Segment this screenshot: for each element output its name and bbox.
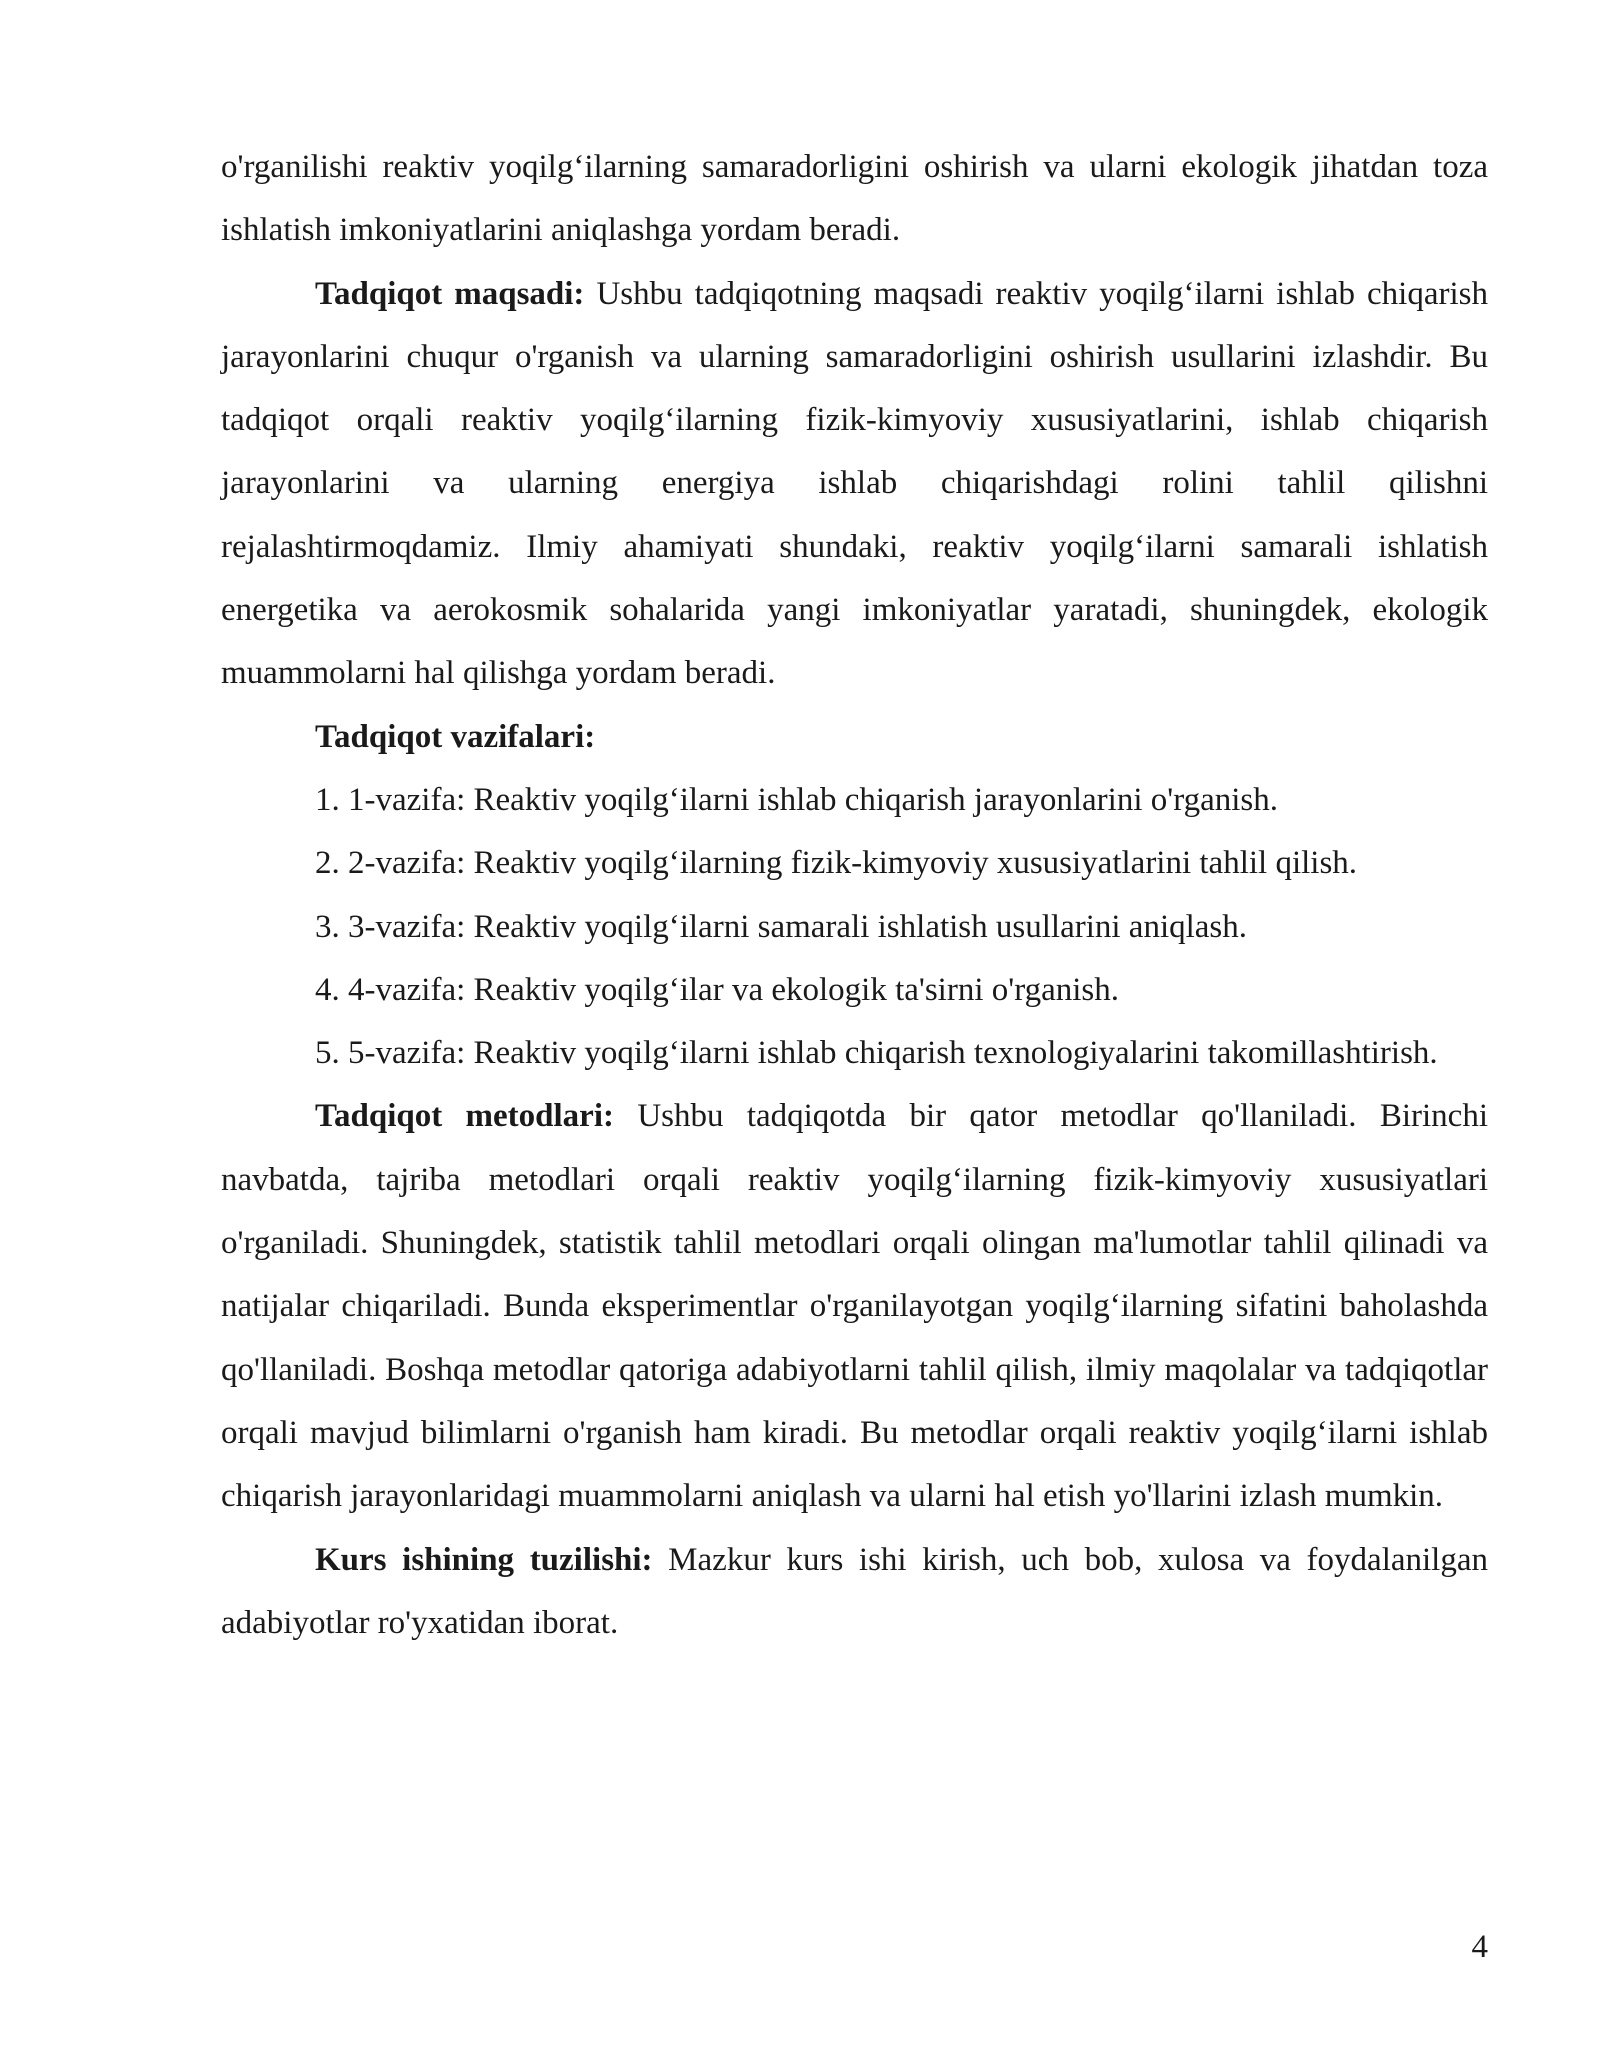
task-item-2: 2. 2-vazifa: Reaktiv yoqilg‘ilarning fizik-kimyoviy xususiyatlarini tahlil qilish. [315,845,1358,882]
purpose-text: Ushbu tadqiqotning maqsadi reaktiv yoqilg‘ilarni ishlab chiqarish jarayonlarini chuqur o'rganish va ularning samaradorligini oshirish usullarini izlashdir. Bu tadqiqot orqali reaktiv yoqilg‘ilarning fizik-kimyoviy xususiyatlarini, ishlab chiqarish jarayonlarini va ularning energiya ishlab chiqarishdagi rolini tahlil qilishni rejalashtirmoqdamiz. Ilmiy ahamiyati shundaki, reaktiv yoqilg‘ilarni samarali ishlatish energetika va aerokosmik sohalarida yangi imkoniyatlar yaratadi, shuningdek, ekologik muammolarni hal qilishga yordam beradi. [221,275,1488,692]
purpose-heading: Tadqiqot maqsadi: [315,275,585,312]
purpose-paragraph [221,263,1488,706]
methods-heading: Tadqiqot metodlari: [315,1098,614,1135]
page-number: 4 [1471,1929,1488,1965]
structure-paragraph [221,1529,1488,1656]
tasks-heading: Tadqiqot vazifalari: [315,718,596,755]
tasks-heading-paragraph [221,706,1488,769]
opening-paragraph: o'rganilishi reaktiv yoqilg‘ilarning samaradorligini oshirish va ularni ekologik jihatdan toza ishlatish imkoniyatlarini aniqlashga yordam beradi. [221,149,1488,249]
methods-paragraph [221,1085,1488,1528]
task-item-1: 1. 1-vazifa: Reaktiv yoqilg‘ilarni ishlab chiqarish jarayonlarini o'rganish. [315,781,1278,818]
task-item-5: 5. 5-vazifa: Reaktiv yoqilg‘ilarni ishlab chiqarish texnologiyalarini takomillashtirish. [315,1035,1438,1072]
methods-text: Ushbu tadqiqotda bir qator metodlar qo'llaniladi. Birinchi navbatda, tajriba metodlari orqali reaktiv yoqilg‘ilarning fizik-kimyoviy xususiyatlari o'rganiladi. Shuningdek, statistik tahlil metodlari orqali olingan ma'lumotlar tahlil qilinadi va natijalar chiqariladi. Bunda eksperimentlar o'rganilayotgan yoqilg‘ilarning sifatini baholashda qo'llaniladi. Boshqa metodlar qatoriga adabiyotlarni tahlil qilish, ilmiy maqolalar va tadqiqotlar orqali mavjud bilimlarni o'rganish ham kiradi. Bu metodlar orqali reaktiv yoqilg‘ilarni ishlab chiqarish jarayonlaridagi muammolarni aniqlash va ularni hal etish yo'llarini izlash mumkin. [221,1098,1488,1515]
task-item-3: 3. 3-vazifa: Reaktiv yoqilg‘ilarni samarali ishlatish usullarini aniqlash. [315,908,1248,945]
structure-heading: Kurs ishining tuzilishi: [315,1541,653,1578]
task-item-4: 4. 4-vazifa: Reaktiv yoqilg‘ilar va ekologik ta'sirni o'rganish. [315,971,1120,1008]
structure-text: Mazkur kurs ishi kirish, uch bob, xulosa va foydalanilgan adabiyotlar ro'yxatidan iborat. [221,1541,1488,1641]
body-text [221,136,1488,1655]
